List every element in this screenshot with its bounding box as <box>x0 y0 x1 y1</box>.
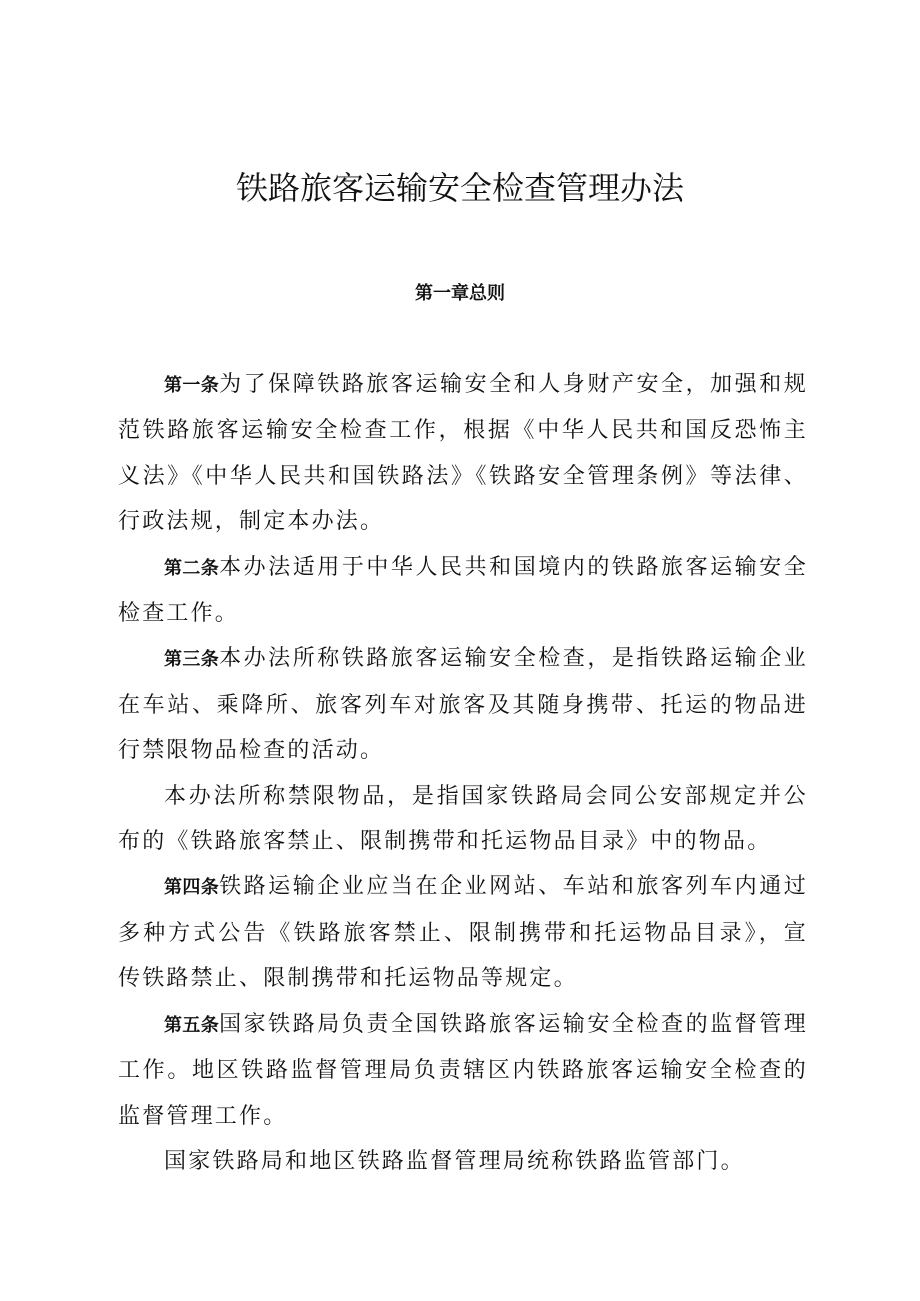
article-label: 第一条 <box>164 375 220 396</box>
article-4 <box>118 864 808 1001</box>
article-label: 第四条 <box>164 877 220 899</box>
article-label: 第五条 <box>164 1014 220 1036</box>
article-text: 本办法所称禁限物品，是指国家铁路局会同公安部规定并公布的《铁路旅客禁止、限制携带和托运物品目录》中的物品。 <box>118 783 808 855</box>
document-title: 铁路旅客运输安全检查管理办法 <box>235 169 684 207</box>
document-body <box>118 362 808 1184</box>
article-2 <box>118 545 808 637</box>
article-3 <box>118 636 808 773</box>
article-text: 铁路运输企业应当在企业网站、车站和旅客列车内通过多种方式公告《铁路旅客禁止、限制携带和托运物品目录》，宣传铁路禁止、限制携带和托运物品等规定。 <box>118 874 808 992</box>
article-label: 第二条 <box>164 557 220 579</box>
article-5-paragraph-2 <box>118 1139 808 1184</box>
article-text: 本办法适用于中华人民共和国境内的铁路旅客运输安全检查工作。 <box>118 554 808 627</box>
article-3-paragraph-2 <box>118 774 808 865</box>
article-text: 本办法所称铁路旅客运输安全检查，是指铁路运输企业在车站、乘降所、旅客列车对旅客及其随身携带、托运的物品进行禁限物品检查的活动。 <box>118 646 808 764</box>
chapter-heading: 第一章总则 <box>415 283 505 304</box>
article-text: 国家铁路局和地区铁路监督管理局统称铁路监管部门。 <box>164 1148 745 1174</box>
article-text: 为了保障铁路旅客运输安全和人身财产安全，加强和规范铁路旅客运输安全检查工作，根据《中华人民共和国反恐怖主义法》《中华人民共和国铁路法》《铁路安全管理条例》等法律、行政法规，制定本办法。 <box>118 372 808 535</box>
article-text: 国家铁路局负责全国铁路旅客运输安全检查的监督管理工作。地区铁路监督管理局负责辖区内铁路旅客运输安全检查的监督管理工作。 <box>118 1011 808 1129</box>
article-label: 第三条 <box>164 649 220 671</box>
article-5 <box>118 1002 808 1139</box>
article-1 <box>118 362 808 545</box>
